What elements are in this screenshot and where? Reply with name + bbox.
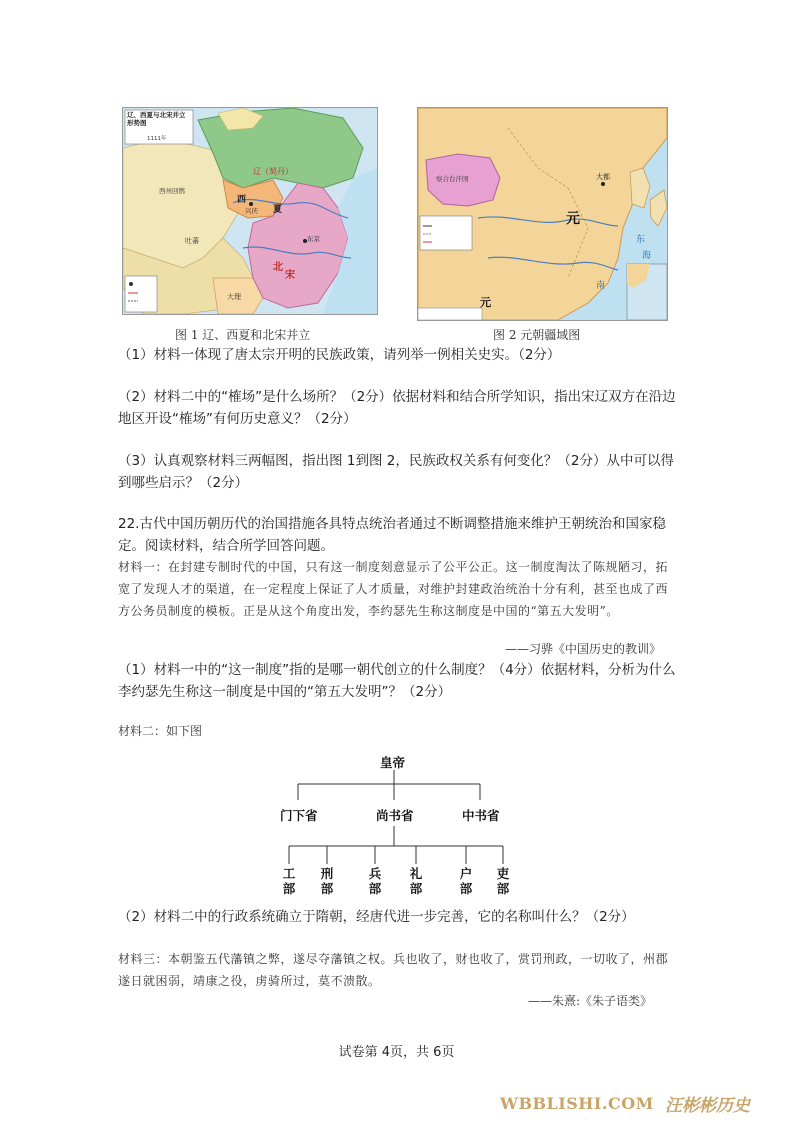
map1-label-song-b: 宋 bbox=[285, 270, 295, 281]
map2-label-yuan-south: 元 bbox=[480, 296, 491, 309]
org-root-emperor: 皇帝 bbox=[380, 755, 406, 770]
map1-label-dali: 大理 bbox=[227, 293, 241, 301]
map2-caption: 图 2 元朝疆域图 bbox=[493, 328, 581, 342]
q22-material2-label: 材料二：如下图 bbox=[118, 724, 203, 738]
org-ministry-rites: 礼部 bbox=[409, 866, 423, 896]
map1-label-xixia-a: 西 bbox=[237, 195, 247, 205]
org-zhongshu: 中书省 bbox=[462, 808, 500, 823]
map1-caption: 图 1 辽、西夏和北宋并立 bbox=[175, 328, 311, 342]
map1-legend-title: 辽、西夏与北宋并立形势图 bbox=[127, 111, 186, 127]
org-menxia: 门下省 bbox=[280, 808, 318, 823]
page-footer: 试卷第 4页，共 6页 bbox=[338, 1045, 455, 1060]
map1-label-liao: 辽（契丹） bbox=[253, 167, 293, 176]
map1-label-xixia-b: 夏 bbox=[273, 205, 283, 215]
q22-part2: （2）材料二中的行政系统确立于隋朝，经唐代进一步完善，它的名称叫什么？（2分） bbox=[118, 909, 635, 925]
map1-label-song-a: 北 bbox=[273, 262, 283, 273]
org-ministry-war: 兵部 bbox=[368, 866, 382, 896]
map1-label-xizhou: 西州回鹘 bbox=[159, 187, 185, 195]
q22-source1: ——习骅《中国历史的教训》 bbox=[505, 642, 662, 656]
map1-label-xingqing: 兴庆 bbox=[245, 207, 258, 215]
org-shangshu: 尚书省 bbox=[376, 808, 414, 823]
map2-label-sea: 海 bbox=[642, 251, 652, 261]
q21-part3: （3）认真观察材料三两幅图，指出图 1到图 2，民族政权关系有何变化？（2分）从中可以得到哪些启示？（2分） bbox=[118, 453, 674, 491]
map2-label-dadu: 大都 bbox=[596, 173, 610, 181]
q22-material1: 材料一：在封建专制时代的中国，只有这一制度刻意显示了公平公正。这一制度淘汰了陈规陋习，拓宽了发现人才的渠道，在一定程度上保证了人才质量，对维护封建政治统治十分有利，甚至也成了西方公务员制度的模板。正是从这个角度出发，李约瑟先生称这制度是中国的“第五大发明”。 bbox=[118, 560, 669, 618]
map1-label-kaifeng: 东京 bbox=[307, 235, 320, 243]
map2-label-yuan: 元 bbox=[566, 211, 580, 227]
q21-part2: （2）材料二中的“榷场”是什么场所？（2分）依据材料和结合所学知识，指出宋辽双方在沿边地区开设“榷场”有何历史意义？（2分） bbox=[118, 389, 676, 427]
watermark-script: 汪彬彬历史 bbox=[665, 1096, 750, 1116]
q22-source3: ——朱熹:《朱子语类》 bbox=[528, 994, 653, 1008]
map2-label-east-sea: 东 bbox=[636, 235, 646, 245]
map1-label-tibet: 吐蕃 bbox=[185, 237, 199, 245]
q22-material3: 材料三：本朝鉴五代藩镇之弊，遂尽夺藩镇之权。兵也收了，财也收了，赏罚刑政，一切收了，州郡遂日就困弱，靖康之役，虏骑所过，莫不溃散。 bbox=[118, 952, 669, 988]
map2-label-south-sea: 南 bbox=[596, 281, 606, 291]
q22-intro: 22.古代中国历朝历代的治国措施各具特点统治者通过不断调整措施来维护王朝统治和国家稳定。阅读材料，结合所学回答问题。 bbox=[118, 516, 666, 554]
org-ministry-works: 工部 bbox=[282, 866, 296, 896]
q22-part1: （1）材料一中的“这一制度”指的是哪一朝代创立的什么制度？（4分）依据材料，分析为什么李约瑟先生称这一制度是中国的“第五大发明”？（2分） bbox=[118, 662, 676, 700]
org-ministry-justice: 刑部 bbox=[320, 866, 334, 896]
map1-legend-year: 1111年 bbox=[147, 136, 167, 142]
q21-part1: （1）材料一体现了唐太宗开明的民族政策，请列举一例相关史实。（2分） bbox=[118, 347, 561, 363]
org-ministry-personnel: 吏部 bbox=[496, 866, 510, 896]
map2-label-chagatai: 察合台汗国 bbox=[436, 175, 469, 183]
org-ministry-revenue: 户部 bbox=[459, 866, 473, 896]
watermark-site: WBBLISHI.COM bbox=[500, 1094, 654, 1113]
